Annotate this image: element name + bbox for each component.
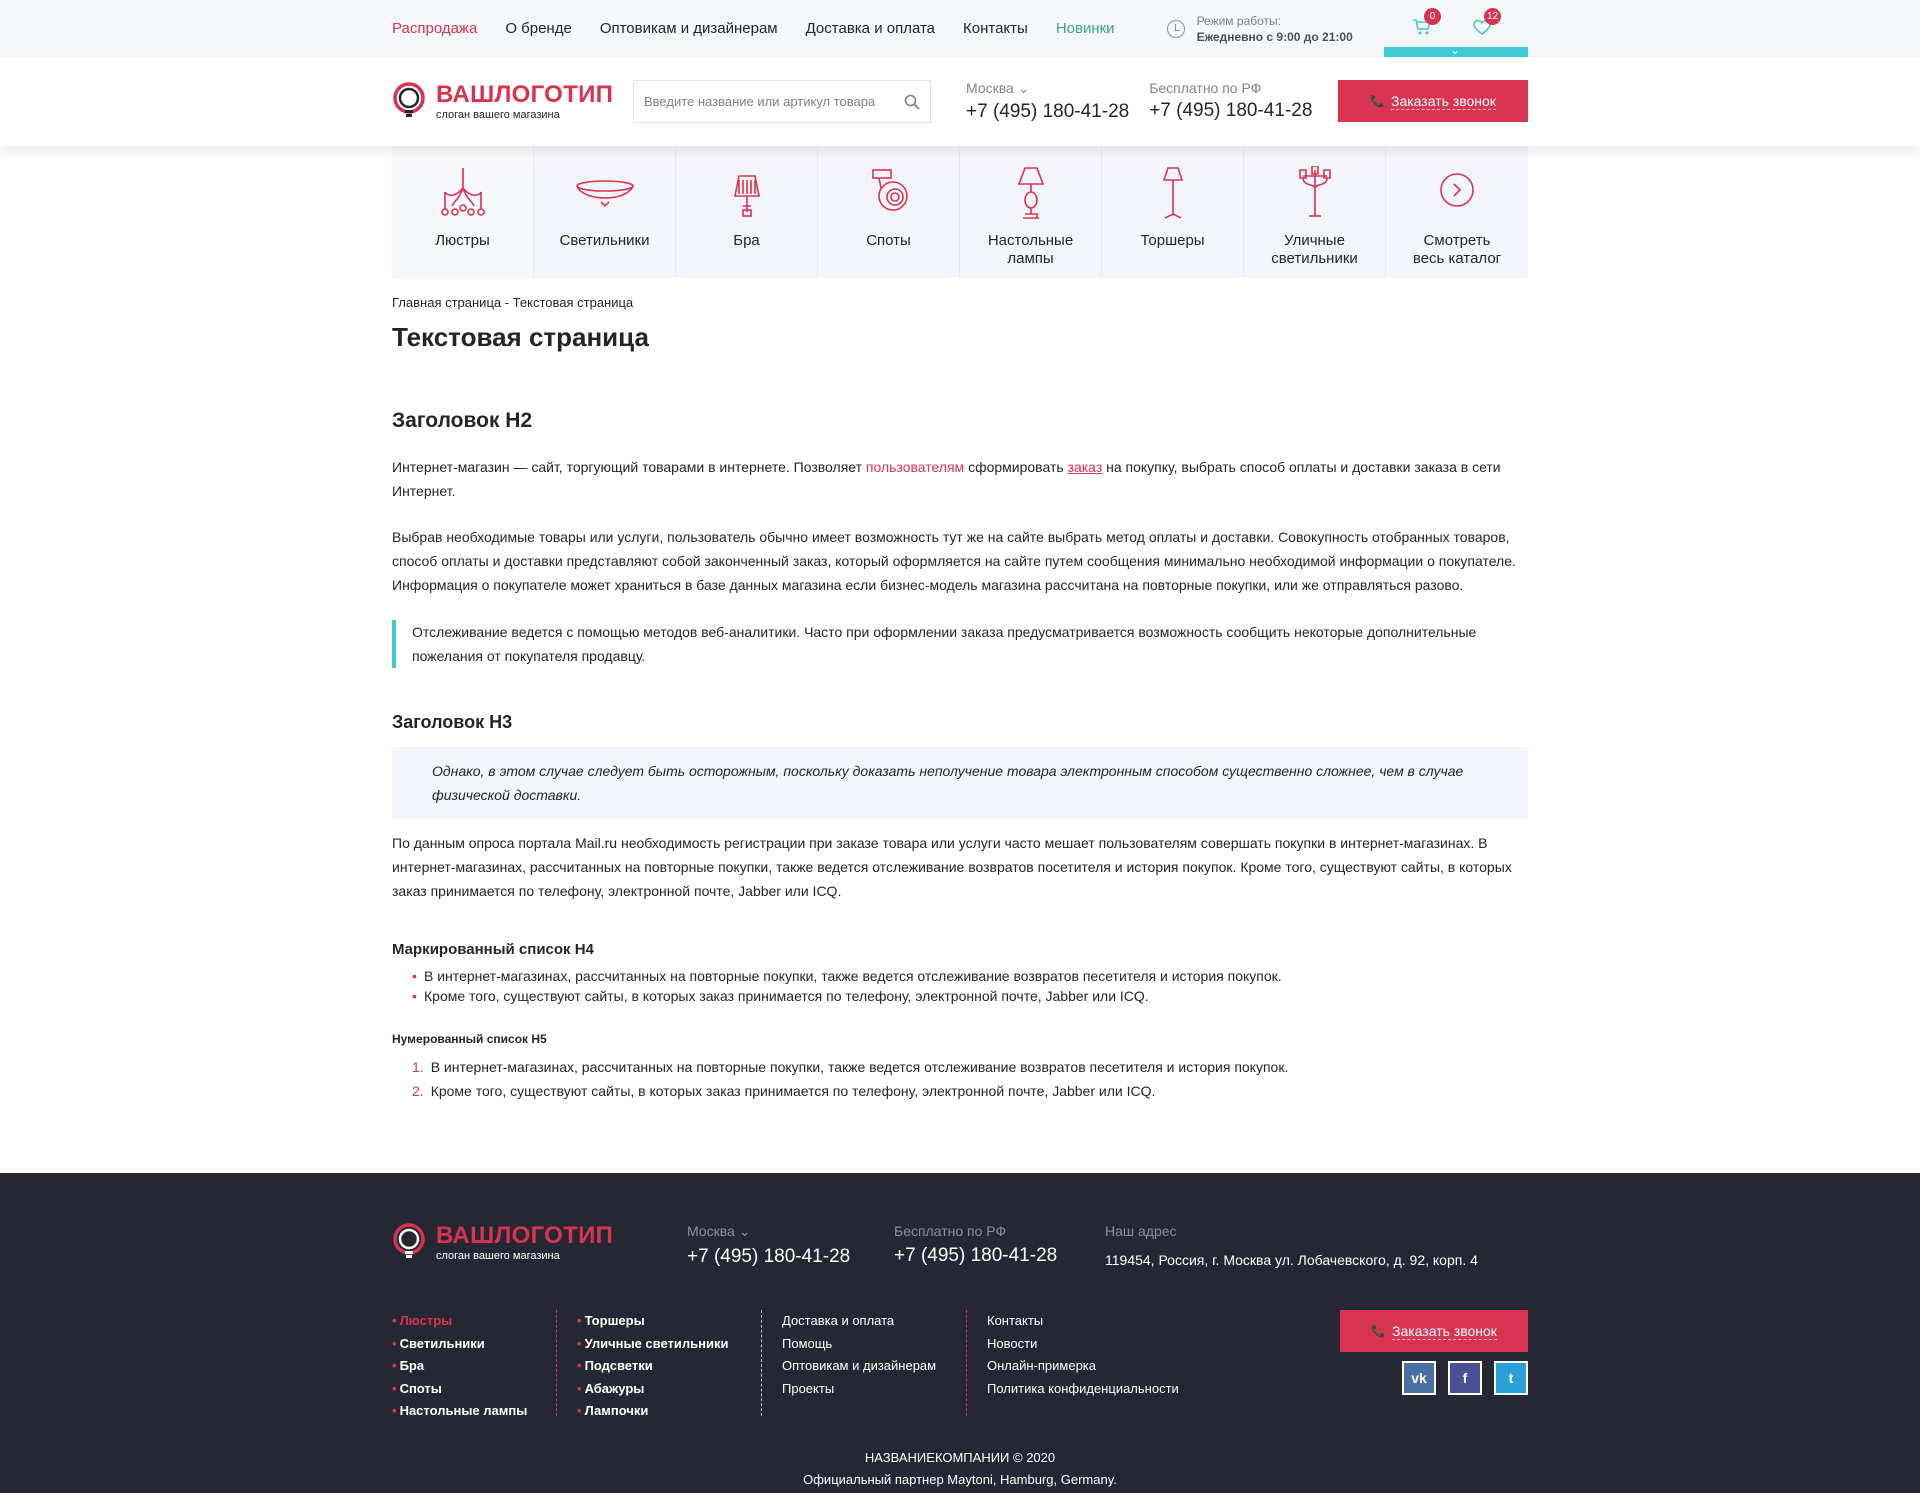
category-label: Смотреть весь каталог bbox=[1412, 232, 1502, 267]
top-bar bbox=[0, 0, 1920, 57]
city-selector[interactable]: Москва ⌄ bbox=[687, 1223, 751, 1239]
category-label: Бра bbox=[733, 232, 760, 249]
footer-link[interactable]: Подсветки bbox=[584, 1358, 653, 1373]
paragraph-2: Выбрав необходимые товары или услуги, пользователь обычно имеет возможность тут же на сайте выбрать метод оплаты и доставки. Совокупность отобранных товаров, способ оплаты и доставки представляют собой законченный заказ, который оформляется на сайте путем сообщения минимально необходимой информации о покупателе. Информация о покупателе может храниться в базе данных магазина если бизнес-модель магазина рассчитана на повторные покупки, или же отправляться разово. bbox=[392, 529, 1516, 593]
chevron-down-icon: ⌄ bbox=[738, 1223, 751, 1239]
logo-slogan: слоган вашего магазина bbox=[436, 1250, 560, 1262]
category-label: Споты bbox=[866, 232, 911, 249]
city-selector[interactable]: Москва ⌄ bbox=[966, 80, 1030, 96]
footer-free-phone bbox=[894, 1223, 1105, 1267]
social-links bbox=[1402, 1361, 1528, 1395]
category-label: Настольные лампы bbox=[987, 232, 1074, 267]
footer-link[interactable]: Политика конфиденциальности bbox=[987, 1380, 1179, 1396]
partner-text: Официальный партнер Maytoni, Hamburg, Germany. bbox=[803, 1471, 1117, 1487]
paragraph-3: По данным опроса портала Mail.ru необходимость регистрации при заказе товара или услуги часто мешает пользователям совершать покупки в интернет-магазинах. В интернет-магазинах, рассчитанных на повторные покупки, также ведется отслеживание возвратов посетителя и история покупок. Кроме того, существуют сайты, в которых заказ принимается по телефону, электронной почте, Jabber или ICQ. bbox=[392, 835, 1512, 899]
order-call-button[interactable]: 📞 Заказать звонок bbox=[1338, 80, 1528, 122]
street-lamp-icon bbox=[1285, 166, 1345, 220]
facebook-icon[interactable]: f bbox=[1448, 1361, 1482, 1395]
category-label: Уличные светильники bbox=[1271, 232, 1358, 267]
address-label: Наш адрес bbox=[1105, 1223, 1177, 1239]
city-phone[interactable]: +7 (495) 180-41-28 bbox=[687, 1246, 851, 1267]
list-item: 2. Кроме того, существуют сайты, в которых заказ принимается по телефону, электронной почте, Jabber или ICQ. bbox=[412, 1083, 1156, 1099]
footer-link[interactable]: Люстры bbox=[399, 1313, 453, 1328]
bullet-list bbox=[392, 966, 1528, 1006]
hours-value: Ежедневно с 9:00 до 21:00 bbox=[1196, 29, 1353, 44]
chandelier-icon bbox=[433, 166, 493, 220]
footer-address bbox=[1105, 1223, 1478, 1268]
free-phone-label: Бесплатно по РФ bbox=[894, 1223, 1007, 1239]
nav-link-contacts[interactable]: Контакты bbox=[963, 20, 1028, 37]
vk-icon[interactable]: vk bbox=[1402, 1361, 1436, 1395]
logo-brand: ВАШЛОГОТИП bbox=[436, 1222, 614, 1249]
footer-link[interactable]: Доставка и оплата bbox=[782, 1313, 895, 1328]
page-title: Текстовая страница bbox=[392, 322, 649, 352]
heading-h3: Заголовок H3 bbox=[392, 712, 513, 732]
bulb-logo-icon bbox=[392, 82, 428, 122]
list-item: 1. В интернет-магазинах, рассчитанных на повторные покупки, также ведется отслеживание возвратов песетителя и история покупок. bbox=[412, 1059, 1289, 1075]
heading-h2: Заголовок H2 bbox=[392, 409, 533, 432]
blockquote: Отслеживание ведется с помощью методов веб-аналитики. Часто при оформлении заказа предусматривается возможность сообщить некоторые дополнительные пожелания от покупателя продавцу. bbox=[392, 620, 1528, 668]
search-box bbox=[633, 80, 931, 123]
footer-link[interactable]: Настольные лампы bbox=[399, 1403, 528, 1418]
category-all-catalog[interactable] bbox=[1386, 146, 1528, 278]
numbered-list bbox=[392, 1055, 1528, 1103]
footer-link[interactable]: Контакты bbox=[987, 1313, 1044, 1328]
clock-icon bbox=[1167, 20, 1185, 38]
wishlist-button[interactable] bbox=[1472, 11, 1499, 41]
footer-order-call-button[interactable]: 📞 Заказать звонок bbox=[1340, 1310, 1528, 1352]
phone-icon: 📞 bbox=[1371, 1324, 1386, 1338]
free-phone[interactable]: +7 (495) 180-41-28 bbox=[1149, 100, 1313, 121]
wishlist-count-badge: 12 bbox=[1484, 8, 1501, 25]
category-table-lamps[interactable] bbox=[960, 146, 1102, 278]
hours-label: Режим работы: bbox=[1196, 13, 1281, 28]
footer-link[interactable]: Помощь bbox=[782, 1335, 833, 1351]
footer-logo[interactable] bbox=[392, 1223, 687, 1263]
footer-link[interactable]: Торшеры bbox=[584, 1313, 645, 1328]
footer-col-catalog-1: • Люстры • Светильники • Бра • Споты • Настольные лампы bbox=[392, 1313, 528, 1418]
footer-col-info bbox=[762, 1310, 966, 1423]
city-phone-block bbox=[966, 80, 1129, 123]
quote-block: Однако, в этом случае следует быть осторожным, поскольку доказать неполучение товара электронным способом существенно сложнее, чем в случае физической доставки. bbox=[392, 747, 1528, 819]
floor-lamp-icon bbox=[1143, 166, 1203, 220]
logo-slogan: слоган вашего магазина bbox=[436, 108, 560, 121]
heading-h5: Нумерованный список H5 bbox=[392, 1032, 547, 1046]
list-item: • В интернет-магазинах, рассчитанных на повторные покупки, также ведется отслеживание возвратов песетителя и история покупок. bbox=[412, 966, 1528, 986]
top-nav bbox=[392, 20, 1115, 37]
bulb-logo-icon bbox=[392, 1223, 428, 1263]
logo-brand: ВАШЛОГОТИП bbox=[436, 80, 614, 108]
cart-button[interactable] bbox=[1412, 11, 1436, 41]
chevron-down-icon: ⌄ bbox=[1017, 80, 1030, 96]
order-link[interactable]: заказ bbox=[1067, 459, 1103, 475]
header-icons bbox=[1384, 0, 1528, 57]
category-street-lamps[interactable] bbox=[1244, 146, 1386, 278]
table-lamp-icon bbox=[1001, 166, 1061, 220]
chevron-down-icon[interactable]: ⌄ bbox=[1450, 43, 1461, 57]
footer-link[interactable]: Онлайн-примерка bbox=[987, 1358, 1097, 1373]
category-ceiling-lamps[interactable] bbox=[534, 146, 676, 278]
category-label: Люстры bbox=[435, 232, 490, 249]
nav-link-delivery[interactable]: Доставка и оплата bbox=[805, 20, 936, 37]
footer-link[interactable]: Лампочки bbox=[584, 1403, 649, 1418]
users-link[interactable]: пользователям bbox=[865, 459, 965, 475]
footer bbox=[0, 1173, 1920, 1493]
category-label: Светильники bbox=[559, 232, 650, 249]
footer-top bbox=[392, 1223, 1528, 1268]
footer-col-catalog-2: • Торшеры • Уличные светильники • Подсветки • Абажуры • Лампочки bbox=[577, 1313, 729, 1418]
footer-link[interactable]: Светильники bbox=[399, 1335, 485, 1351]
nav-link-new[interactable]: Новинки bbox=[1055, 20, 1115, 37]
city-phone[interactable]: +7 (495) 180-41-28 bbox=[966, 101, 1130, 122]
breadcrumb[interactable]: Главная страница - Текстовая страница bbox=[392, 295, 634, 310]
category-sconces[interactable] bbox=[676, 146, 818, 278]
main-header bbox=[0, 57, 1920, 146]
phone-icon: 📞 bbox=[1370, 94, 1385, 108]
cart-count-badge: 0 bbox=[1424, 8, 1441, 25]
search-icon[interactable] bbox=[904, 94, 920, 110]
twitter-icon[interactable]: t bbox=[1494, 1361, 1528, 1395]
footer-link[interactable]: Проекты bbox=[782, 1380, 835, 1396]
header-accent-stripe bbox=[1384, 43, 1528, 57]
category-chandeliers[interactable] bbox=[392, 146, 534, 278]
footer-link[interactable]: Абажуры bbox=[584, 1380, 645, 1396]
footer-links bbox=[392, 1310, 1528, 1423]
free-phone[interactable]: +7 (495) 180-41-28 bbox=[894, 1245, 1058, 1266]
category-spots[interactable] bbox=[818, 146, 960, 278]
footer-link[interactable]: Новости bbox=[987, 1335, 1038, 1351]
category-label: Торшеры bbox=[1140, 232, 1205, 249]
header-phones bbox=[966, 80, 1312, 123]
copyright-text: НАЗВАНИЕКОМПАНИИ © 2020 bbox=[864, 1449, 1056, 1465]
sconce-icon bbox=[717, 166, 777, 220]
list-item: • Кроме того, существуют сайты, в которых заказ принимается по телефону, электронной почте, Jabber или ICQ. bbox=[412, 986, 1528, 1006]
heading-h4: Маркированный список H4 bbox=[392, 941, 594, 958]
nav-link-about[interactable]: О бренде bbox=[505, 20, 572, 37]
footer-link[interactable]: Бра bbox=[399, 1358, 425, 1373]
copyright bbox=[392, 1447, 1528, 1491]
category-menu bbox=[392, 146, 1528, 278]
nav-link-wholesale[interactable]: Оптовикам и дизайнерам bbox=[599, 20, 778, 37]
search-input[interactable] bbox=[644, 94, 904, 109]
free-phone-label: Бесплатно по РФ bbox=[1149, 80, 1262, 96]
spot-icon bbox=[859, 166, 919, 220]
chevron-right-icon bbox=[1427, 166, 1487, 220]
paragraph-1: Интернет-магазин — сайт, торгующий товарами в интернете. Позволяет пользователям сформировать заказ на покупку, выбрать способ оплаты и доставки заказа в сети Интернет. bbox=[392, 459, 1501, 499]
address-text: 119454, Россия, г. Москва ул. Лобачевского, д. 92, корп. 4 bbox=[1105, 1252, 1478, 1268]
work-hours bbox=[1167, 14, 1353, 44]
footer-link[interactable]: Уличные светильники bbox=[584, 1335, 729, 1351]
footer-link[interactable]: Оптовикам и дизайнерам bbox=[782, 1358, 937, 1373]
footer-link[interactable]: Споты bbox=[399, 1380, 442, 1396]
free-phone-block bbox=[1149, 80, 1312, 123]
nav-link-sale[interactable]: Распродажа bbox=[392, 20, 478, 37]
category-floor-lamps[interactable] bbox=[1102, 146, 1244, 278]
ceiling-lamp-icon bbox=[575, 166, 635, 220]
site-logo[interactable] bbox=[392, 82, 633, 122]
footer-col-company bbox=[967, 1310, 1187, 1423]
footer-city-phone bbox=[687, 1223, 894, 1268]
